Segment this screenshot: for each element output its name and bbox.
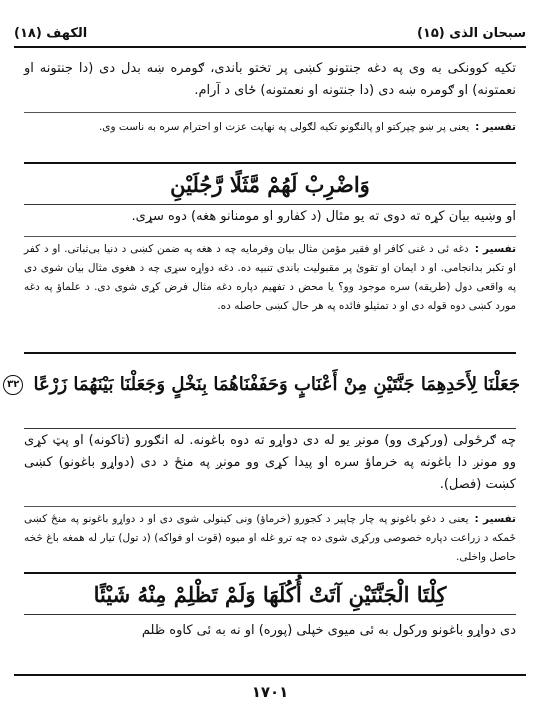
section-rule bbox=[24, 352, 516, 354]
ayah-verse-3: كِلْتَا الْجَنَّتَيْنِ آتَتْ أُكُلَهَا وَلَمْ تَظْلِمْ مِنْهُ شَيْئًا bbox=[93, 582, 447, 607]
tafsir-text: دغه ئی د غنی کافر او فقیر مؤمن مثال بیان وفرمایه چه د هغه په ضمن کښی د دنیا بی‌ثباتی. او د کفر او تکبر بدانجامی. او د ایمان او تقویٰ پر مقبولیت باندی تنبیه ده. دغه دواړه سړی چه د هغوی مثال بیان شوی دی په واقعی دول (طریقه) سره موجود وو؟ یا محض د تفهیم دپاره دغه مثال فرض کړی شوی دی. د علماؤ په دغه مورد کښی دوه قوله دی او د تمثیلو فائده په هر حال کښی حاصله ده. bbox=[24, 243, 516, 312]
footer-rule bbox=[14, 674, 526, 676]
tafsir-label: تفسیر : bbox=[475, 121, 516, 133]
page-number: ۱۷۰۱ bbox=[251, 683, 289, 701]
header-surah-name: الکهف (۱۸) bbox=[14, 25, 88, 41]
header-rule bbox=[14, 46, 526, 48]
ayah-verse-1: وَاضْرِبْ لَهُمْ مَّثَلًا رَّجُلَيْنِ bbox=[170, 172, 370, 197]
section-rule bbox=[24, 428, 516, 429]
tafsir-label: تفسیر : bbox=[474, 243, 517, 255]
tafsir-divider-1 bbox=[24, 112, 516, 113]
tafsir-divider-2 bbox=[24, 236, 516, 237]
tafsir-divider-3 bbox=[24, 506, 516, 507]
header-surah-juz: سبحان الذی (۱۵) bbox=[416, 25, 526, 41]
translation-block-2: او وښیه بیان کړه ته دوی ته یو مثال (د کفارو او مومنانو هغه) دوه سړی. bbox=[131, 209, 516, 224]
tafsir-text: یعنی پر ښو چپرکتو او پالنګونو تکیه لګولی په نهایت عزت او احترام سره به ناست وی. bbox=[98, 121, 470, 133]
tafsir-label: تفسیر : bbox=[474, 513, 516, 525]
translation-block-1: تکیه کوونکی به وی په دغه جنتونو کښی پر تختو باندی، ګومره ښه بدل دی (دا جنتونه او نعمتونه) او ګومره ښه دی (دا جنتونه او نعمتونه) ځای د آرام. bbox=[24, 61, 516, 98]
section-rule bbox=[24, 614, 516, 615]
ayah-number-icon: ۳۲ bbox=[3, 375, 23, 395]
page-header bbox=[14, 22, 526, 44]
translation-block-4: دی دواړو باغونو ورکول به ئی میوی خپلی (پوره) او نه به ئی کاوه ظلم bbox=[141, 623, 516, 638]
section-rule bbox=[24, 162, 516, 164]
tafsir-text: یعنی د دغو باغونو په چار چاپیر د کجورو (خرماؤ) ونی کینولی شوی دی او د دواړو باغونو په منځ کښی ځمکه د زراعت دپاره خصوصی ورکړی شوی ده چه ترو غله او میوه (قوت او فواکه) (د تول) تیار له همغه باغ څخه حاصل واخلی. bbox=[24, 513, 516, 563]
ayah-text: جَعَلْنَا لِأَحَدِهِمَا جَنَّتَيْنِ مِنْ أَعْنَابٍ وَحَفَفْنَاهُمَا بِنَخْلٍ وَجَعَلْنَا بَيْنَهُمَا زَرْعًا bbox=[33, 374, 520, 395]
section-rule bbox=[24, 572, 516, 574]
section-rule bbox=[24, 204, 516, 205]
ayah-verse-2 bbox=[7, 368, 520, 406]
tafsir-block-1 bbox=[24, 118, 516, 158]
translation-block-3: چه ګرځولی (ورکړی وو) مونږ یو له دی دواړو ته دوه باغونه. له انګورو (تاکونه) او پټ کړی وو مونږ دا باغونه په خرماؤ سره او پیدا کړی وو مونږ په منځ د دی (دواړو باغونو) کښی کښت (فصل). bbox=[24, 433, 516, 492]
tafsir-block-2 bbox=[24, 240, 516, 340]
tafsir-block-3 bbox=[24, 510, 516, 570]
